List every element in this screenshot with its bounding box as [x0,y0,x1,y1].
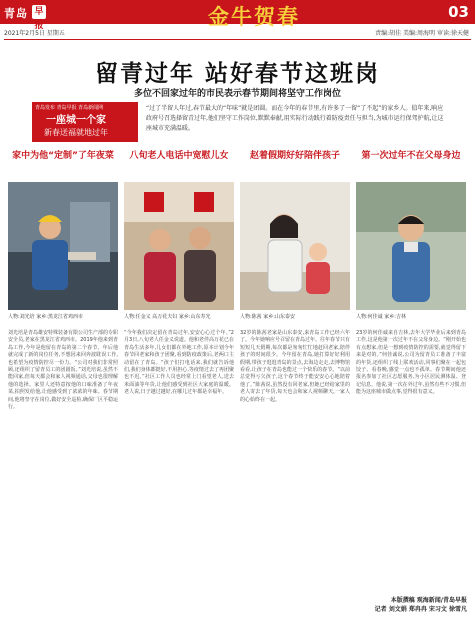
page-banner [0,0,475,31]
story-caption: 人物:任金义 高万花夫妇 家乡:山东寿光 [124,314,211,320]
story-caption: 人物:刘光培 家乡:黑龙江省鸡西市 [8,314,83,320]
story-body-3: 32岁的陈茜老家是山东泰安,来青岛工作已经六年了。今年她响应号召留在青岛过年。往年春节只有短短几天假期,每次都是匆匆忙忙地赶回老家,陪伴孩子的时间很少。今年留在青岛,她打算好好利用假期,带孩子逛逛青岛的景点,去海边走走,去博物馆看看,让孩子在青岛也能过一个快乐的春节。“以前总觉得亏欠孩子,这个春节终于能安安心心地陪着他了。”陈茜说,虽然没有回老家,但她已经给家里的老人寄去了年货,每天也会和家人视频聊天,一家人的心始终在一起。 [240,330,351,403]
story-caption: 人物:何佳诚 家乡:吉林 [356,314,406,320]
byline [375,596,467,614]
story-photo [240,182,350,310]
story-title: 家中为他“定制”了年夜菜 [12,151,114,161]
story-body-1: 刘光培是青岛雄安特殊装备有限公司生产部的专职安全员,老家在黑龙江省鸡西市。2019年他来到青岛工作,今年是他留在青岛的第二个春节。年后他就完成了新的岗位任务,不想因来回奔波耽误工作,也希望为疫情防控尽一份力。“公司对我们非常照顾,还组织了留青员工的团圆饭。”刘光培说,虽然不能回家,但每天都会和家人视频通话,父母也很理解他的选择。家里人还特意按他的口味准备了年夜菜,拍照发给他,让他感受到了浓浓的年味。春节期间,他将坚守在岗位,做好安全巡检,确保厂区平稳运行。 [8,330,119,411]
story-title: 八旬老人电话中宽慰儿女 [129,151,229,161]
story-photo [124,182,234,310]
elderly-couple-photo-illustration [124,182,234,310]
page-number: 03 [448,3,469,21]
campaign-tag [32,102,138,142]
worker-photo-illustration [8,182,118,310]
young-worker-photo-illustration [356,182,466,310]
story-column-3 [240,150,350,321]
story-body-2: “今年我们决定留在青岛过年,安安心心过个年。”2月3日,八旬老人任金义说道。他和老伴高万花已在青岛生活多年,儿女们都在外地工作,原本计划今年春节回老家和孩子团聚,看到防疫政策后,老两口主动留在了青岛。“孩子们打电话来,我们就告诉他们,我们身体都挺好,不用担心,等疫情过去了再团聚也不迟。”社区工作人员也经常上门看望老人,送去米面油等年货,让他们感受到社区大家庭的温暖。老人说,日子越过越好,在哪儿过年都是幸福年。 [124,330,234,396]
story-title: 赵着假期好好陪伴孩子 [249,151,340,161]
newspaper-logo: 青岛 [4,7,28,20]
subheadline: 多位不回家过年的市民表示春节期间将坚守工作岗位 [133,89,341,99]
story-body-4: 23岁的何佳诚来自吉林,去年大学毕业后来到青岛工作,这是他第一次过年不在父母身边。“刚开始也有点想家,但是一想到疫情防控的需要,就觉得留下来是对的。”何佳诚说,公司为留青员工准备了丰富的年货,还组织了线上联欢活动,同事们聚在一起包饺子、看春晚,感觉一点也不孤单。春节期间他还报名参加了社区志愿服务,为小区居民测体温、登记信息。他说,第一次在外过年,虽然有些不习惯,但能为这座城市做点事,觉得很有意义。 [356,330,466,396]
info-bar [0,26,475,38]
story-photo [356,182,466,310]
story-column-4 [356,150,466,321]
story-column-2 [124,150,234,321]
intro-paragraph: “过了半留人年过,春节最大的“年味”就是团圆。而在今年的春节里,有许多了一留“了不起”的家乡人。值年来,响应政府号召选择留青过年,他们坚守工作岗位,默默奉献,用实际行动践行着防疫责任与担当,为城市运行保驾护航,让这座城市充满温暖。 [146,105,444,132]
campaign-tag-sources: 青岛发布 青岛早报 青岛新闻网 [35,105,104,111]
logo-mark: 早报 [32,5,46,19]
section-title: 金牛贺春 [208,4,300,29]
mother-child-photo-illustration [240,182,350,310]
byline-source: 本版撰稿 观海新闻/青岛早报 [390,597,467,604]
date-line: 2021年2月5日 星期五 [4,30,65,37]
byline-reporters: 记者 刘文娟 郑冉冉 宋习文 徐雪凡 [374,606,467,613]
story-column-1 [8,150,118,321]
header-rule [4,39,471,40]
campaign-tag-sub: 新春送福就地过年 [44,128,108,137]
campaign-tag-main: 一座城一个家 [46,115,106,126]
story-caption: 人物:陈茜 家乡:山东泰安 [240,314,295,320]
story-photo [8,182,118,310]
story-title: 第一次过年不在父母身边 [361,151,461,161]
headline: 留青过年 站好春节这班岗 [94,60,380,87]
editor-credits: 责编:胡佳 美编:周海明 审读:徐天健 [375,30,469,37]
